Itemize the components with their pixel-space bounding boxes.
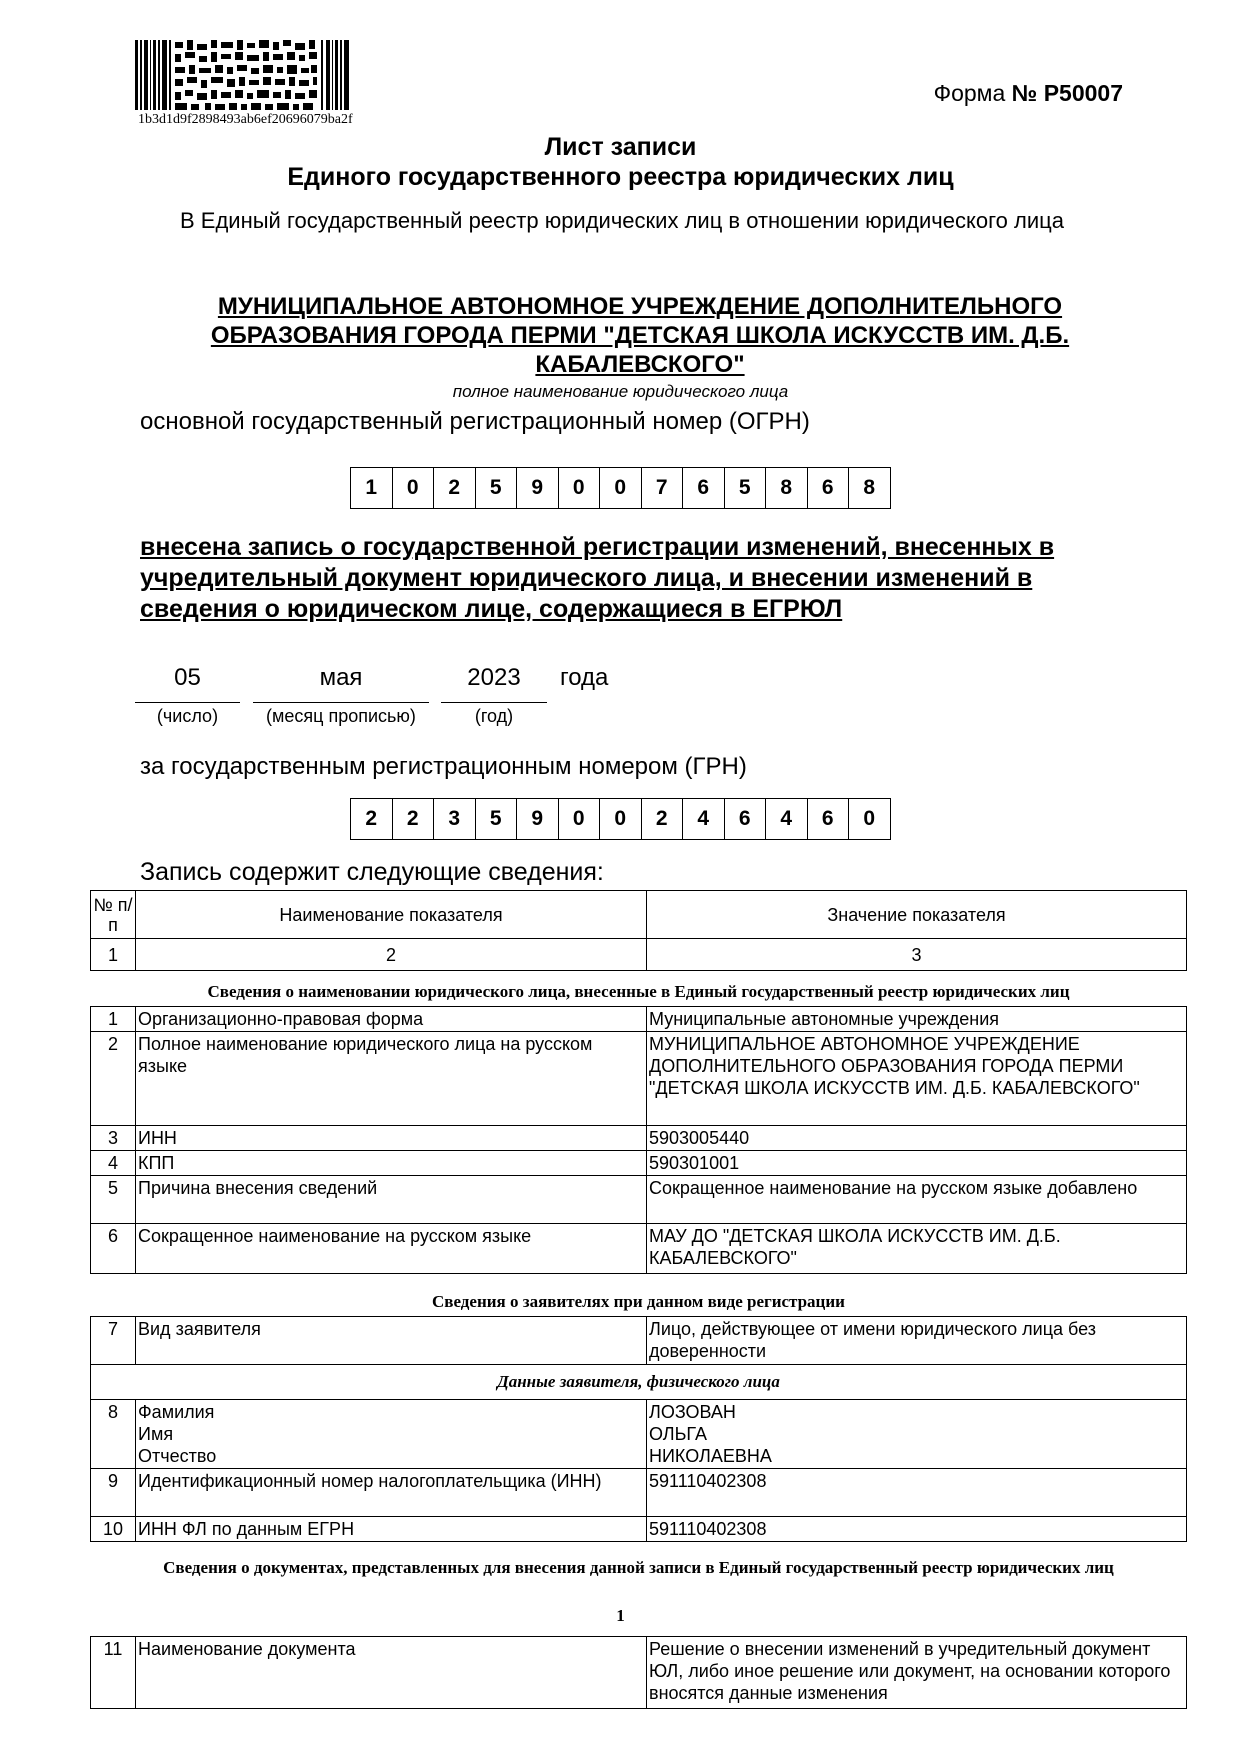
contains-label: Запись содержит следующие сведения:	[140, 858, 604, 886]
barcode-id: 1b3d1d9f2898493ab6ef20696079ba2f	[138, 112, 353, 127]
row-value: МУНИЦИПАЛЬНОЕ АВТОНОМНОЕ УЧРЕЖДЕНИЕ ДОПОЛНИТЕЛЬНОГО ОБРАЗОВАНИЯ ГОРОДА ПЕРМИ "ДЕТСКАЯ ШКОЛА ИСКУССТВ ИМ. Д.Б. КАБАЛЕВСКОГО"	[647, 1032, 1187, 1126]
subsection-title: Данные заявителя, физического лица	[91, 1365, 1187, 1400]
table-row	[91, 1126, 1187, 1151]
row-name	[136, 1400, 647, 1469]
row-num: 5	[91, 1176, 136, 1224]
date-day-caption: (число)	[156, 706, 219, 726]
section1-table	[90, 1006, 1187, 1274]
row-num: 3	[91, 1126, 136, 1151]
header-col1: 1	[91, 939, 136, 971]
row-value: Лицо, действующее от имени юридического лица без доверенности	[647, 1317, 1187, 1365]
date-month-caption: (месяц прописью)	[266, 706, 416, 726]
grn-digit: 2	[393, 799, 435, 839]
row-value: Муниципальные автономные учреждения	[647, 1007, 1187, 1032]
table-row	[91, 1317, 1187, 1365]
row-name: Вид заявителя	[136, 1317, 647, 1365]
table-row	[91, 1032, 1187, 1126]
section2-table	[90, 1316, 1187, 1542]
grn-digit: 6	[808, 799, 850, 839]
ogrn-digit: 6	[683, 468, 725, 508]
header-value: Значение показателя	[647, 891, 1187, 939]
row-num: 2	[91, 1032, 136, 1126]
document-title: Лист записи	[544, 133, 697, 161]
table-row	[91, 1007, 1187, 1032]
form-code: № Р50007	[1011, 80, 1123, 106]
date-year-caption: (год)	[474, 706, 514, 726]
header-col3: 3	[647, 939, 1187, 971]
row-name: Полное наименование юридического лица на русском языке	[136, 1032, 647, 1126]
ogrn-label: основной государственный регистрационный номер (ОГРН)	[140, 408, 810, 435]
row-value: МАУ ДО "ДЕТСКАЯ ШКОЛА ИСКУССТВ ИМ. Д.Б. КАБАЛЕВСКОГО"	[647, 1224, 1187, 1274]
row-value: 5903005440	[647, 1126, 1187, 1151]
row-name: Наименование документа	[136, 1637, 647, 1709]
row-value: 590301001	[647, 1151, 1187, 1176]
table-row	[91, 1151, 1187, 1176]
document-subtitle: Единого государственного реестра юридических лиц	[287, 163, 954, 191]
ogrn-digit: 9	[517, 468, 559, 508]
row-num: 8	[91, 1400, 136, 1469]
ogrn-digit: 5	[476, 468, 518, 508]
row-name: Сокращенное наименование на русском языке	[136, 1224, 647, 1274]
table-row	[91, 1637, 1187, 1709]
row-name: Идентификационный номер налогоплательщика (ИНН)	[136, 1469, 647, 1517]
date-suffix: года	[560, 664, 609, 691]
grn-digit: 5	[476, 799, 518, 839]
ogrn-digit: 8	[863, 476, 876, 499]
entity-full-name: МУНИЦИПАЛЬНОЕ АВТОНОМНОЕ УЧРЕЖДЕНИЕ ДОПОЛНИТЕЛЬНОГО ОБРАЗОВАНИЯ ГОРОДА ПЕРМИ "ДЕТСКАЯ ШКОЛА ИСКУССТВ ИМ. Д.Б. КАБАЛЕВСКОГО"	[210, 293, 1070, 378]
table-row	[91, 1469, 1187, 1517]
first-name-label: Имя	[138, 1424, 174, 1444]
section3-table	[90, 1636, 1187, 1709]
grn-digit-boxes	[350, 798, 891, 840]
form-number	[934, 80, 1123, 107]
row-num: 6	[91, 1224, 136, 1274]
row-num: 4	[91, 1151, 136, 1176]
ogrn-digit-boxes	[350, 467, 891, 509]
intro-text: В Единый государственный реестр юридических лиц в отношении юридического лица	[180, 208, 1064, 233]
row-value: 591110402308	[647, 1517, 1187, 1542]
section-title-name: Сведения о наименовании юридического лица, внесенные в Единый государственный реестр юридических лиц	[207, 982, 1070, 1001]
date-month: мая	[253, 664, 429, 703]
grn-digit: 2	[351, 799, 393, 839]
ogrn-digit: 7	[642, 468, 684, 508]
grn-digit: 4	[766, 799, 808, 839]
surname-label: Фамилия	[138, 1402, 215, 1422]
header-col2: 2	[136, 939, 647, 971]
grn-digit: 6	[725, 799, 767, 839]
row-num: 10	[91, 1517, 136, 1542]
row-value: Сокращенное наименование на русском языке добавлено	[647, 1176, 1187, 1224]
section-title-documents: Сведения о документах, представленных для внесения данной записи в Единый государственный реестр юридических лиц	[163, 1558, 1114, 1577]
surname-value: ЛОЗОВАН	[649, 1402, 736, 1422]
grn-digit: 3	[434, 799, 476, 839]
ogrn-digit: 6	[808, 468, 850, 508]
patronymic-label: Отчество	[138, 1446, 217, 1466]
row-name: ИНН	[136, 1126, 647, 1151]
first-name-value: ОЛЬГА	[649, 1424, 707, 1444]
records-header-table	[90, 890, 1187, 971]
entity-caption: полное наименование юридического лица	[452, 382, 789, 401]
row-name: Организационно-правовая форма	[136, 1007, 647, 1032]
ogrn-digit: 0	[559, 468, 601, 508]
ogrn-digit: 1	[351, 468, 393, 508]
record-title: внесена запись о государственной регистрации изменений, внесенных в учредительный документ юридического лица, и внесении изменений в сведения о юридическом лице, содержащиеся в ЕГРЮЛ	[140, 533, 1055, 623]
header-num: № п/п	[91, 891, 136, 939]
ogrn-digit: 5	[725, 468, 767, 508]
grn-digit: 0	[863, 807, 876, 830]
row-value	[647, 1400, 1187, 1469]
ogrn-digit: 2	[434, 468, 476, 508]
row-name: ИНН ФЛ по данным ЕГРН	[136, 1517, 647, 1542]
table-row	[91, 1517, 1187, 1542]
barcode-image	[135, 40, 349, 110]
row-value: 591110402308	[647, 1469, 1187, 1517]
table-row	[91, 1224, 1187, 1274]
grn-digit: 9	[517, 799, 559, 839]
patronymic-value: НИКОЛАЕВНА	[649, 1446, 772, 1466]
table-row	[91, 1176, 1187, 1224]
ogrn-digit: 0	[600, 468, 642, 508]
form-label: Форма	[933, 80, 1006, 106]
row-num: 9	[91, 1469, 136, 1517]
section-title-applicants: Сведения о заявителях при данном виде регистрации	[432, 1292, 845, 1311]
grn-digit: 0	[600, 799, 642, 839]
date-year: 2023	[441, 664, 547, 703]
grn-digit: 0	[559, 799, 601, 839]
row-num: 1	[91, 1007, 136, 1032]
row-name: КПП	[136, 1151, 647, 1176]
document-number: 1	[616, 1606, 625, 1625]
grn-digit: 4	[683, 799, 725, 839]
row-name: Причина внесения сведений	[136, 1176, 647, 1224]
row-value: Решение о внесении изменений в учредительный документ ЮЛ, либо иное решение или документ, на основании которого вносятся данные изменения	[647, 1637, 1187, 1709]
ogrn-digit: 8	[766, 468, 808, 508]
subsection-row	[91, 1365, 1187, 1400]
ogrn-digit: 0	[393, 468, 435, 508]
grn-digit: 2	[642, 799, 684, 839]
grn-label: за государственным регистрационным номером (ГРН)	[140, 753, 747, 780]
row-num: 11	[91, 1637, 136, 1709]
table-row	[91, 1400, 1187, 1469]
date-day: 05	[135, 664, 240, 703]
header-name: Наименование показателя	[136, 891, 647, 939]
row-num: 7	[91, 1317, 136, 1365]
